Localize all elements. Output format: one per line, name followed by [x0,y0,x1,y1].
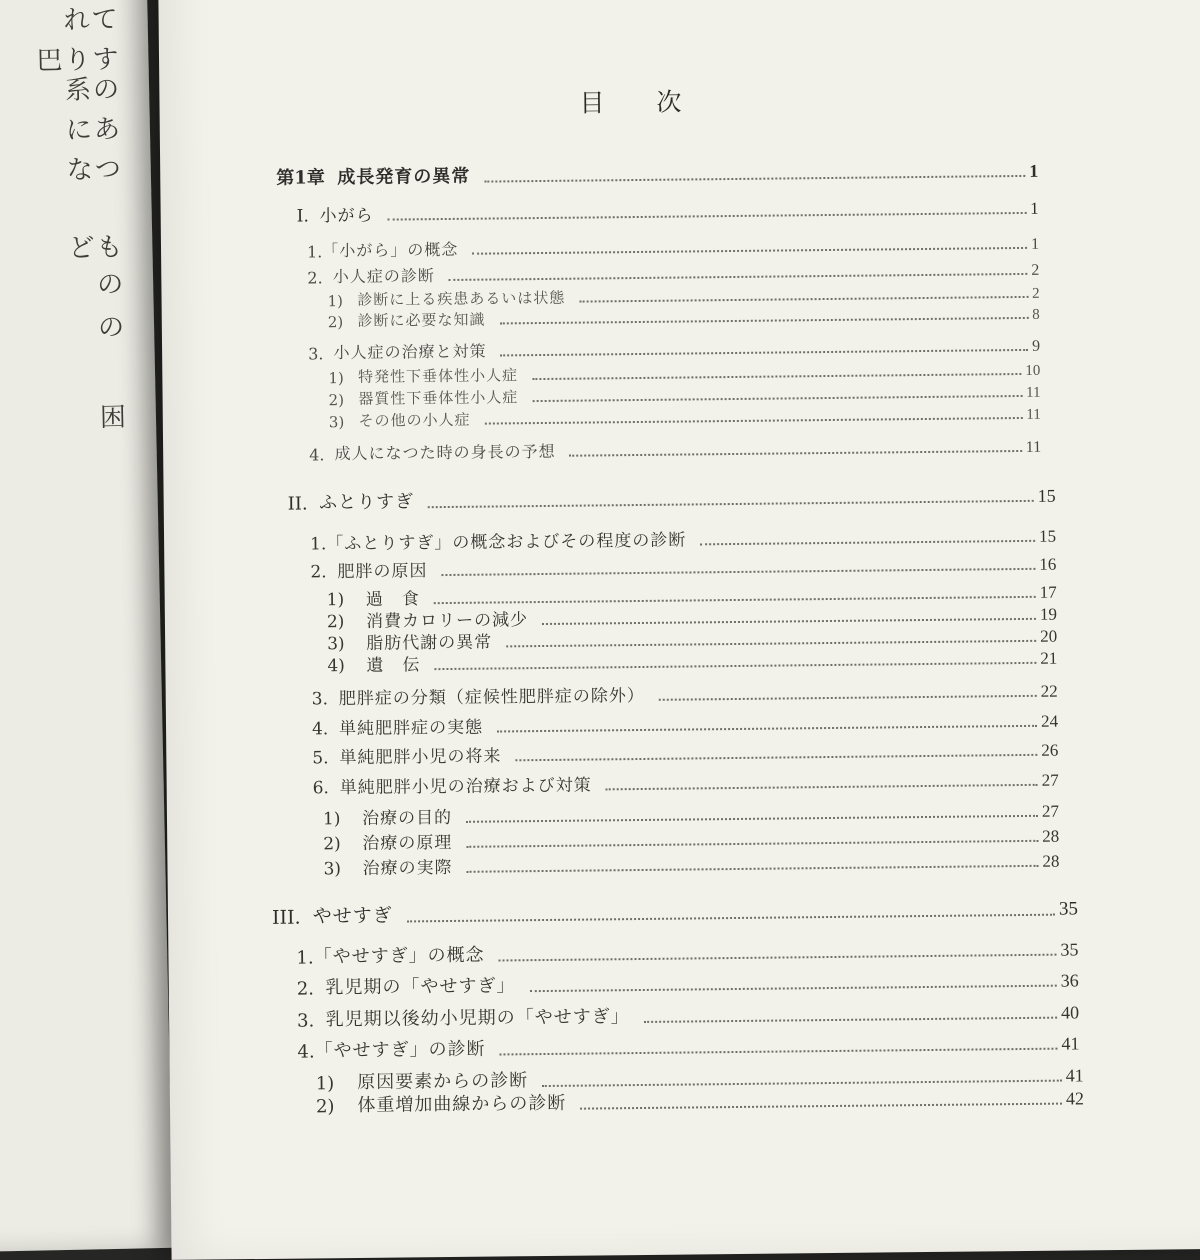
toc-entry-title: 小人症の治療と対策 [333,341,487,363]
toc-entry-number: 3) [328,413,345,432]
toc-entry-title: 治療の原理 [362,832,453,854]
toc-entry-subsection [312,707,1058,740]
toc-entry-subsection [310,550,1056,583]
dot-leader [501,349,1029,357]
toc-entry-number: 4. [309,445,325,465]
toc-entry-title: 肥胖症の分類（症候性肥胖症の除外） [338,685,645,710]
toc-entry-page: 22 [1040,681,1058,701]
toc-entry-subsection [297,1028,1079,1062]
toc-entry-number: 1) [322,809,341,830]
toc-entry-number: 3. [311,689,329,710]
toc-entry-number: 5. [312,748,329,769]
toc-entry-page: 9 [1032,337,1041,355]
toc-entry-page: 26 [1041,740,1059,760]
toc-entry-number: 1) [315,1073,335,1095]
toc-entry-title: 脂肪代謝の異常 [366,632,493,654]
toc-entry-page: 20 [1040,626,1058,646]
toc-entry-title: 特発性下垂体性小人症 [358,366,519,386]
toc-entry-title: 治療の実際 [362,857,453,879]
dot-leader [570,450,1022,457]
toc-entry-number: 2) [315,1096,335,1118]
toc-entry-number: 2. [307,268,323,288]
toc-entry-title: 器質性下垂体性小人症 [358,388,519,408]
toc-entry-title: 体重増加曲線からの診断 [357,1092,567,1116]
toc-entry-page: 41 [1065,1065,1084,1086]
toc-entry-section [288,481,1056,515]
dot-leader [467,865,1039,873]
dot-leader [580,1103,1062,1110]
dot-leader [532,395,1022,402]
dot-leader [606,784,1038,791]
toc-entry-title: 診断に上る疾患あるいは状態 [357,288,566,309]
toc-entry-page: 21 [1040,648,1058,668]
toc-entry-page: 15 [1038,526,1057,546]
toc-entry-number: 1) [327,292,344,311]
dot-leader [449,273,1028,281]
toc-entry-number: I. [296,206,309,227]
dot-leader [659,695,1037,701]
dot-leader [485,417,1023,425]
dot-leader [579,296,1028,303]
dot-leader [407,914,1055,923]
dot-leader [644,1017,1057,1023]
toc-page [158,0,1200,1260]
toc-entry-title: 診断に必要な知識 [357,310,486,330]
toc-entry-page: 1 [1029,160,1039,181]
toc-entry-number: 1. [306,242,323,262]
toc-entry-number: 3) [323,859,342,880]
toc-entry-page: 2 [1031,285,1040,302]
toc-entry-number: 6. [312,778,330,799]
dot-leader [441,568,1035,576]
toc-entry-page: 27 [1041,801,1060,821]
toc-entry-title: 乳児期以後幼小児期の「やせすぎ」 [325,1006,630,1031]
toc-entry-number: II. [287,493,308,515]
toc-entry-page: 35 [1060,939,1079,960]
toc-entry-subsection [307,231,1039,262]
dot-leader [499,954,1057,962]
left-page-line: の [96,269,126,301]
toc-entry-title: 遺 伝 [366,655,421,676]
toc-entry-number: 3) [327,634,345,655]
left-page-line: 系の [64,74,122,106]
toc-entry-page: 17 [1039,582,1057,602]
dot-leader [700,540,1035,546]
toc-entry-subsection [312,677,1058,710]
dot-leader [466,840,1038,848]
toc-entry-number: 4. [297,1041,315,1063]
toc-entry-page: 42 [1065,1088,1085,1109]
left-page-line: の [97,312,127,344]
toc-entry-page: 11 [1025,438,1042,456]
toc-entry-number: 2. [310,562,327,583]
left-page-line: なつ [66,154,124,186]
toc-entry-title: 肥胖の原因 [337,561,428,583]
dot-leader [515,754,1037,761]
toc-entry-title: ふとりすぎ [318,491,415,514]
toc-entry-subsection [309,434,1041,465]
dot-leader [388,212,1027,221]
toc-entry-number: 1. [296,947,314,969]
toc-entry-page: 35 [1058,898,1079,920]
left-page-line: 巴りす [36,44,121,77]
toc-entry-title: やせすぎ [312,904,393,928]
toc-entry-number: 1) [326,590,345,611]
toc-entry-title: 単純肥胖小児の将来 [339,746,502,769]
toc-entry-page: 27 [1041,770,1059,790]
toc-entry-page: 15 [1037,485,1056,506]
dot-leader [472,247,1027,255]
toc-entry-title: 乳児期の「やせすぎ」 [325,975,516,999]
previous-page-edge [0,0,173,1252]
toc-entry-page: 11 [1026,384,1041,401]
toc-entry-page: 41 [1061,1033,1080,1054]
toc-entry-title: 「ふとりすぎ」の概念およびその程度の診断 [326,530,687,555]
toc-entry-number: III. [271,906,301,929]
toc-entry-number: 3. [308,344,324,364]
toc-entry-subsection [310,522,1056,555]
toc-entry-number: 2. [296,978,315,1000]
left-page-line: ども [68,232,125,264]
toc-entry-page: 16 [1039,554,1057,574]
toc-entry-title: 過 食 [365,589,420,610]
toc-entry-page: 28 [1042,851,1060,871]
toc-entry-section [297,194,1039,227]
toc-entry-title: 「やせすぎ」の診断 [314,1038,486,1062]
toc-entry-title: 成長発育の異常 [337,165,471,189]
toc-entry-number: 2) [323,834,341,855]
left-page-line: にあ [65,114,123,146]
toc-entry-page: 24 [1040,711,1059,731]
toc-entry-number: 1. [310,534,327,555]
dot-leader [484,175,1025,183]
toc-entry-title: 原因要素からの診断 [357,1070,529,1093]
toc-entry-subsection [296,934,1078,968]
toc-entry-chapter [276,156,1038,190]
dot-leader [435,662,1037,670]
toc-entry-number: 1) [328,369,344,388]
toc-entry-subsection [312,736,1058,769]
toc-entry-title: 単純肥胖小児の治療および対策 [339,775,592,799]
toc-entry-page: 19 [1039,604,1057,624]
dot-leader [529,985,1056,993]
dot-leader [428,500,1034,508]
toc-entry-number: 第1章 [276,167,325,189]
toc-entry-number: 3. [297,1010,315,1032]
toc-entry-title: 「やせすぎ」の概念 [313,944,485,968]
dot-leader [466,815,1038,823]
toc-entry-page: 40 [1060,1002,1080,1023]
toc-entry-title: 治療の目的 [361,807,453,829]
dot-leader [497,725,1037,733]
toc-entry-subsection [297,965,1079,999]
dot-leader [500,317,1029,325]
toc-entry-title: 小がら [319,205,374,227]
toc-entry-number: 4) [327,656,345,677]
toc-entry-title: 「小がら」の概念 [322,239,459,261]
toc-entry-page: 10 [1025,362,1041,379]
dot-leader [532,373,1021,380]
toc-entry-title: 消費カロリーの減少 [365,610,529,632]
dot-leader [500,1048,1058,1056]
toc-entry-page: 8 [1032,306,1040,323]
toc-entry-page: 1 [1030,198,1039,218]
toc-entry-title: その他の小人症 [358,410,471,430]
toc-entry-number: 2) [326,612,345,633]
toc-entry-number: 2) [328,391,345,410]
toc-entry-section [272,893,1078,928]
toc-entry-title: 小人症の診断 [332,266,435,287]
toc-entry-page: 28 [1042,826,1060,846]
toc-entry-number: 4. [311,719,329,740]
toc-entry-number: 2) [327,313,344,332]
toc-entry-title: 単純肥胖症の実態 [339,717,484,740]
toc-entry-subsection [297,997,1079,1031]
toc-entry-subsection [308,333,1040,364]
toc-entry-page: 36 [1060,970,1079,991]
toc-entry-page: 11 [1026,406,1041,423]
toc-entry-subsection [313,766,1059,799]
toc-entry-page: 2 [1031,261,1040,279]
left-page-line: れて [63,4,120,36]
toc-entry-page: 1 [1030,235,1040,253]
toc-title: 目 次 [579,87,704,118]
left-page-line: 困 [99,402,129,434]
toc-entry-title: 成人になつた時の身長の予想 [334,441,556,464]
